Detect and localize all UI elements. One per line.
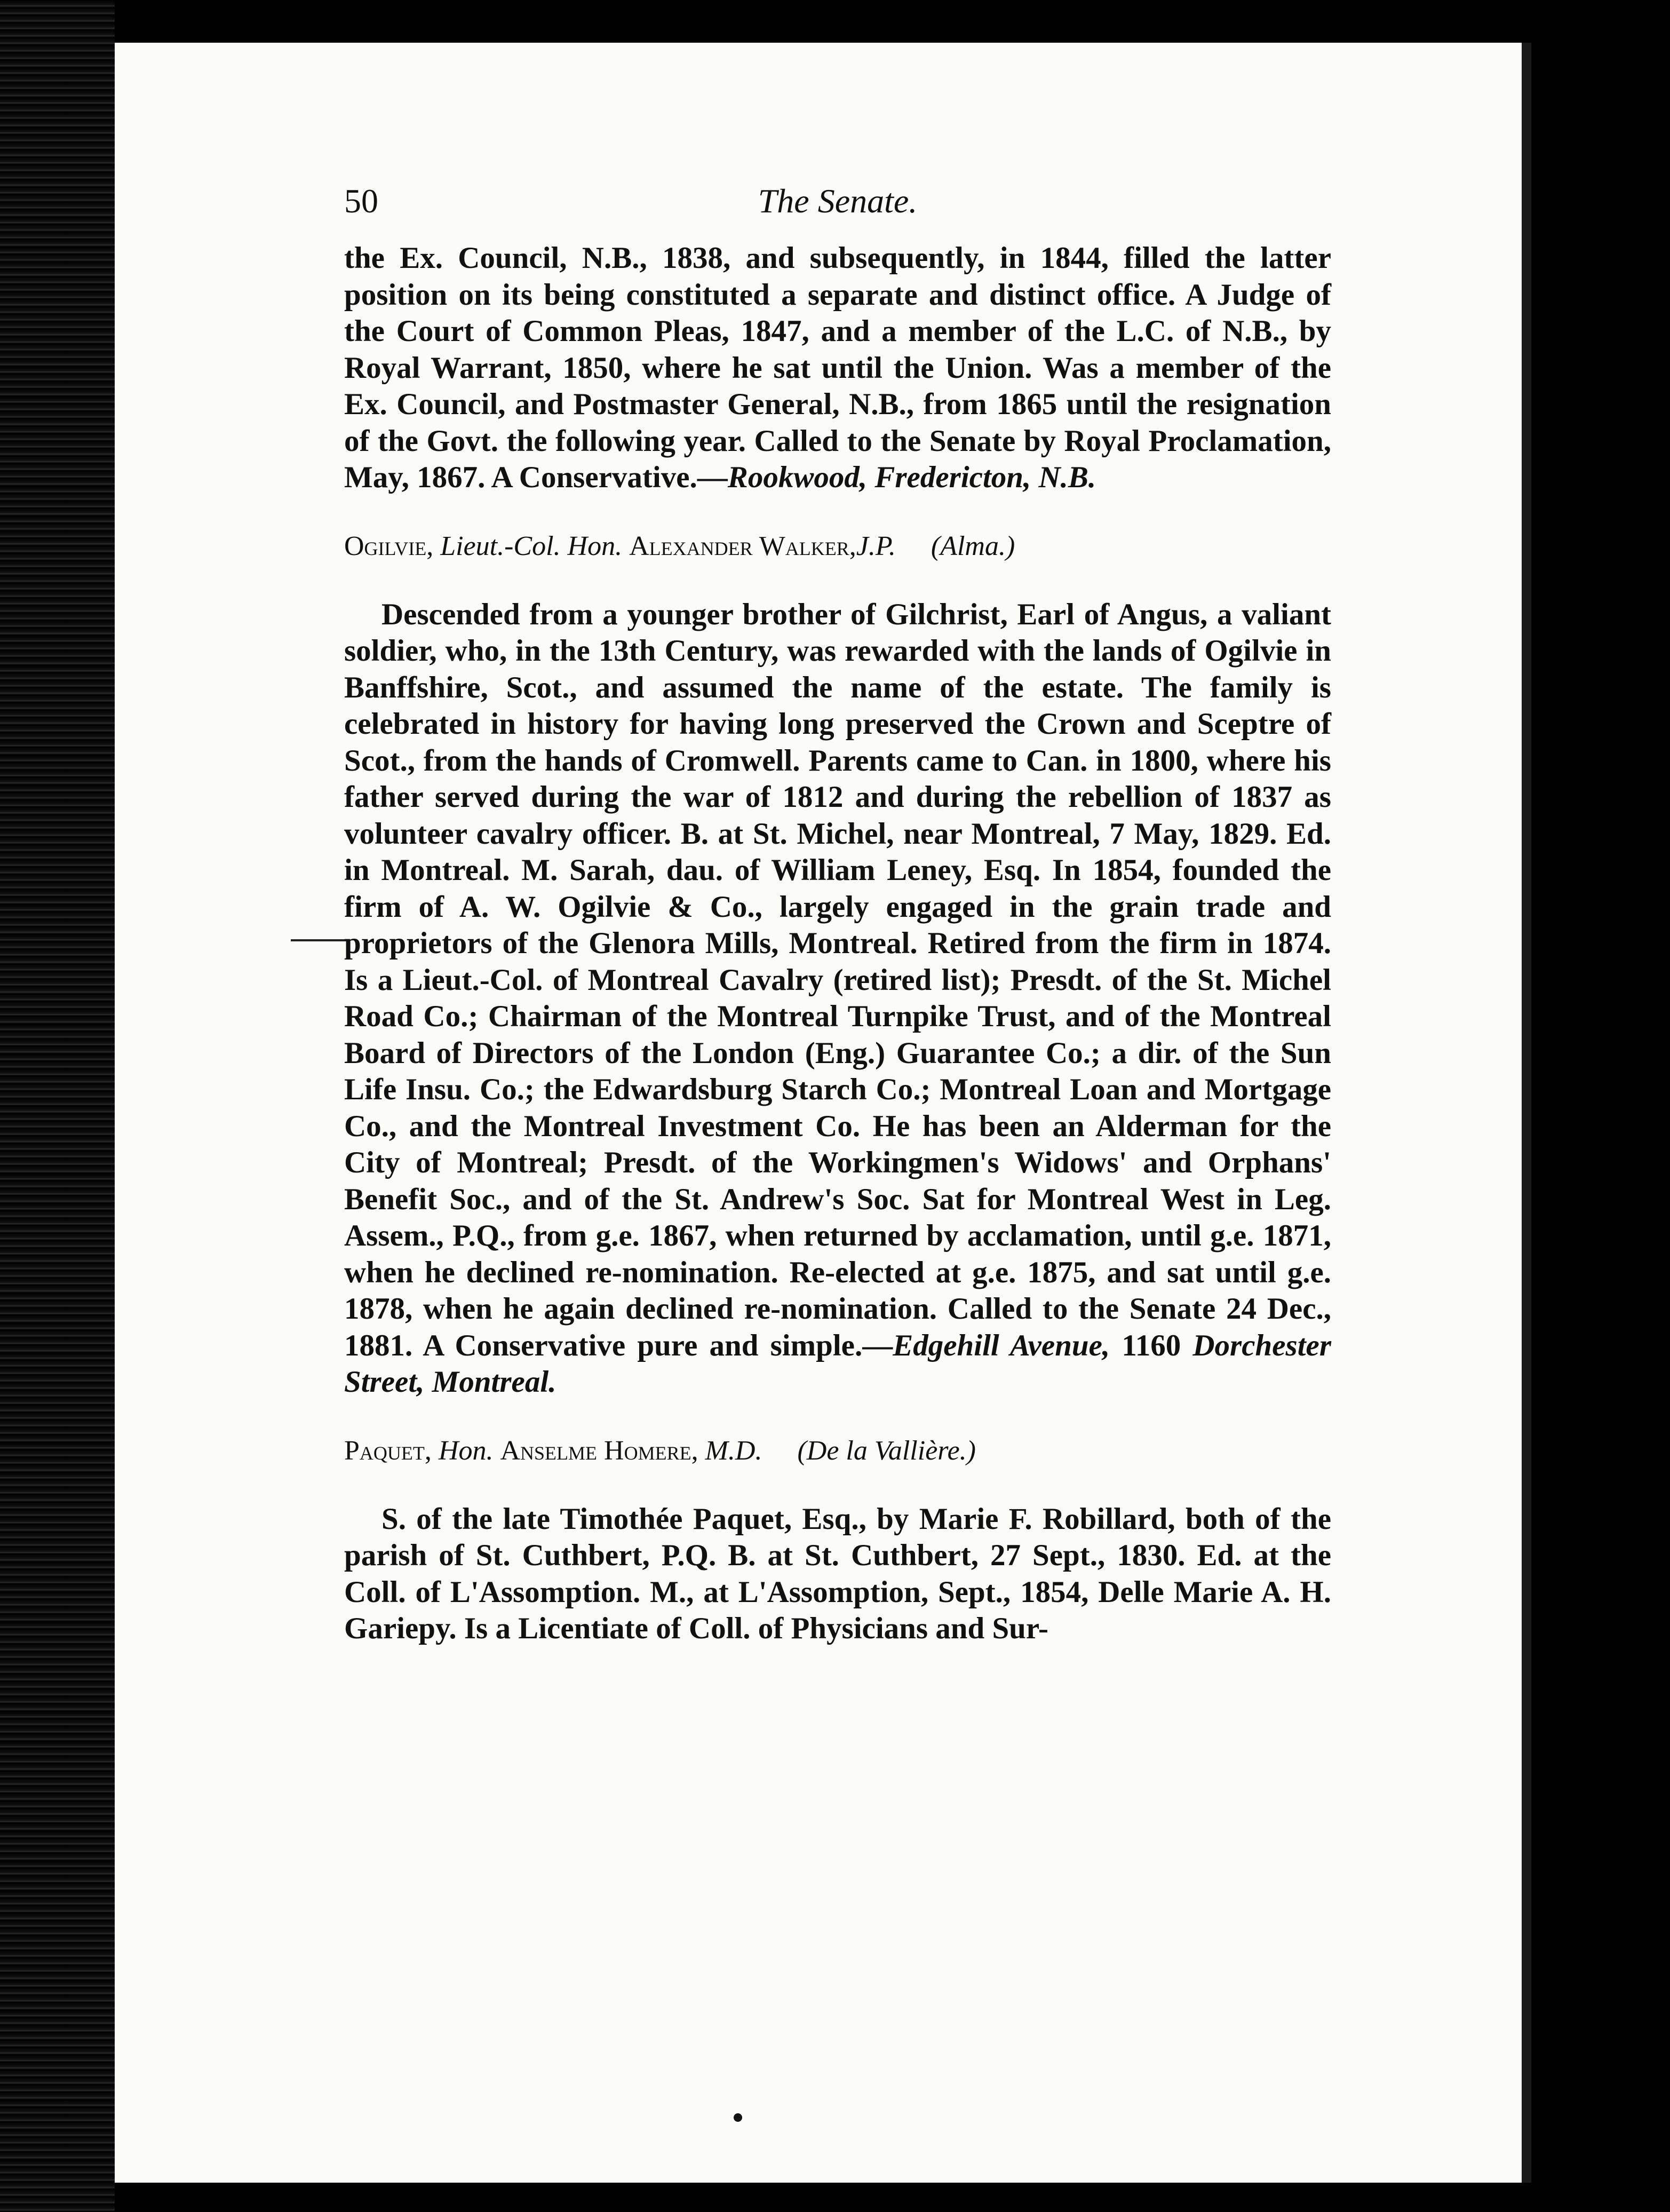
running-title: The Senate. <box>758 182 918 220</box>
entry-address-street: Dorchester Street, Montreal. <box>344 1328 1332 1399</box>
entry-body-paquet <box>344 1501 1331 1647</box>
entry-division: (De la Vallière.) <box>797 1435 976 1466</box>
entry-body-text: Descended from a younger brother of Gilchrist, Earl of Angus, a valiant soldier, who, in the 13th Century, was rewarded with the lands of Ogilvie in Banffshire, Scot., and assumed the name of the estate. The family is celebrated in history for having long preserved the Crown and Sceptre of Scot., from the hands of Cromwell. Parents came to Can. in 1800, where his father served during the war of 1812 and during the rebellion of 1837 as volunteer cavalry officer. B. at St. Michel, near Montreal, 7 May, 1829. Ed. in Montreal. M. Sarah, dau. of William Leney, Esq. In 1854, founded the firm of A. W. Ogilvie & Co., largely engaged in the grain trade and proprietors of the Glenora Mills, Montreal. Retired from the firm in 1874. Is a Lieut.-Col. of Montreal Cavalry (retired list); Presdt. of the St. Michel Road Co.; Chairman of the Montreal Turnpike Trust, and of the Montreal Board of Directors of the London (Eng.) Guarantee Co.; a dir. of the Sun Life Insu. Co.; the Edwardsburg Starch Co.; Montreal Loan and Mortgage Co., and the Montreal Investment Co. He has been an Alderman for the City of Montreal; Presdt. of the Workingmen's Widows' and Orphans' Benefit Soc., and of the St. Andrew's Soc. Sat for Montreal West in Leg. Assem., P.Q., from g.e. 1867, when returned by acclamation, until g.e. 1871, when he declined re-nomination. Re-elected at g.e. 1875, and sat until g.e. 1878, when he again declined re-nomination. Called to the Senate 24 Dec., 1881. A Conservative pure and simple.— <box>344 597 1331 1362</box>
entry-division: (Alma.) <box>931 530 1015 561</box>
entry-title: Lieut.-Col. Hon. <box>440 530 623 561</box>
ink-dot <box>734 2113 742 2122</box>
continuation-address: Rookwood, Fredericton, N.B. <box>727 461 1096 494</box>
running-head <box>344 181 1331 240</box>
continuation-text: the Ex. Council, N.B., 1838, and subsequently, in 1844, filled the latter position on its being constituted a separate and distinct office. A Judge of the Court of Common Pleas, 1847, and a member of the L.C. of N.B., by Royal Warrant, 1850, where he sat until the Union. Was a member of the Ex. Council, and Postmaster General, N.B., from 1865 until the resignation of the Govt. the following year. Called to the Senate by Royal Proclamation, May, 1867. A Conservative.— <box>344 241 1331 494</box>
page-number: 50 <box>344 182 378 220</box>
scan-edge-left <box>0 0 115 2212</box>
entry-address: Edgehill Avenue, <box>893 1328 1110 1362</box>
entry-surname: Ogilvie, <box>344 530 434 561</box>
page-content <box>344 181 1331 1647</box>
book-page <box>115 43 1531 2183</box>
entry-address-number: 1160 <box>1122 1328 1181 1362</box>
continuation-paragraph <box>344 240 1331 496</box>
entry-body-text: S. of the late Timothée Paquet, Esq., by Marie F. Robillard, both of the parish of St. Cuthbert, P.Q. B. at St. Cuthbert, 27 Sept., 1830. Ed. at the Coll. of L'Assomption. M., at L'Assomption, Sept., 1854, Delle Marie A. H. Gariepy. Is a Licentiate of Coll. of Physicians and Sur- <box>344 1502 1331 1645</box>
entry-surname: Paquet, <box>344 1435 432 1466</box>
entry-names: Anselme Homere, <box>500 1435 698 1466</box>
entry-names: Alexander Walker, <box>629 530 856 561</box>
entry-title: Hon. <box>438 1435 494 1466</box>
entry-heading-paquet <box>344 1433 1331 1469</box>
entry-suffix: M.D. <box>705 1435 762 1466</box>
entry-suffix: J.P. <box>856 530 896 561</box>
entry-body-ogilvie <box>344 597 1331 1401</box>
margin-mark <box>291 939 349 941</box>
entry-heading-ogilvie <box>344 528 1331 565</box>
